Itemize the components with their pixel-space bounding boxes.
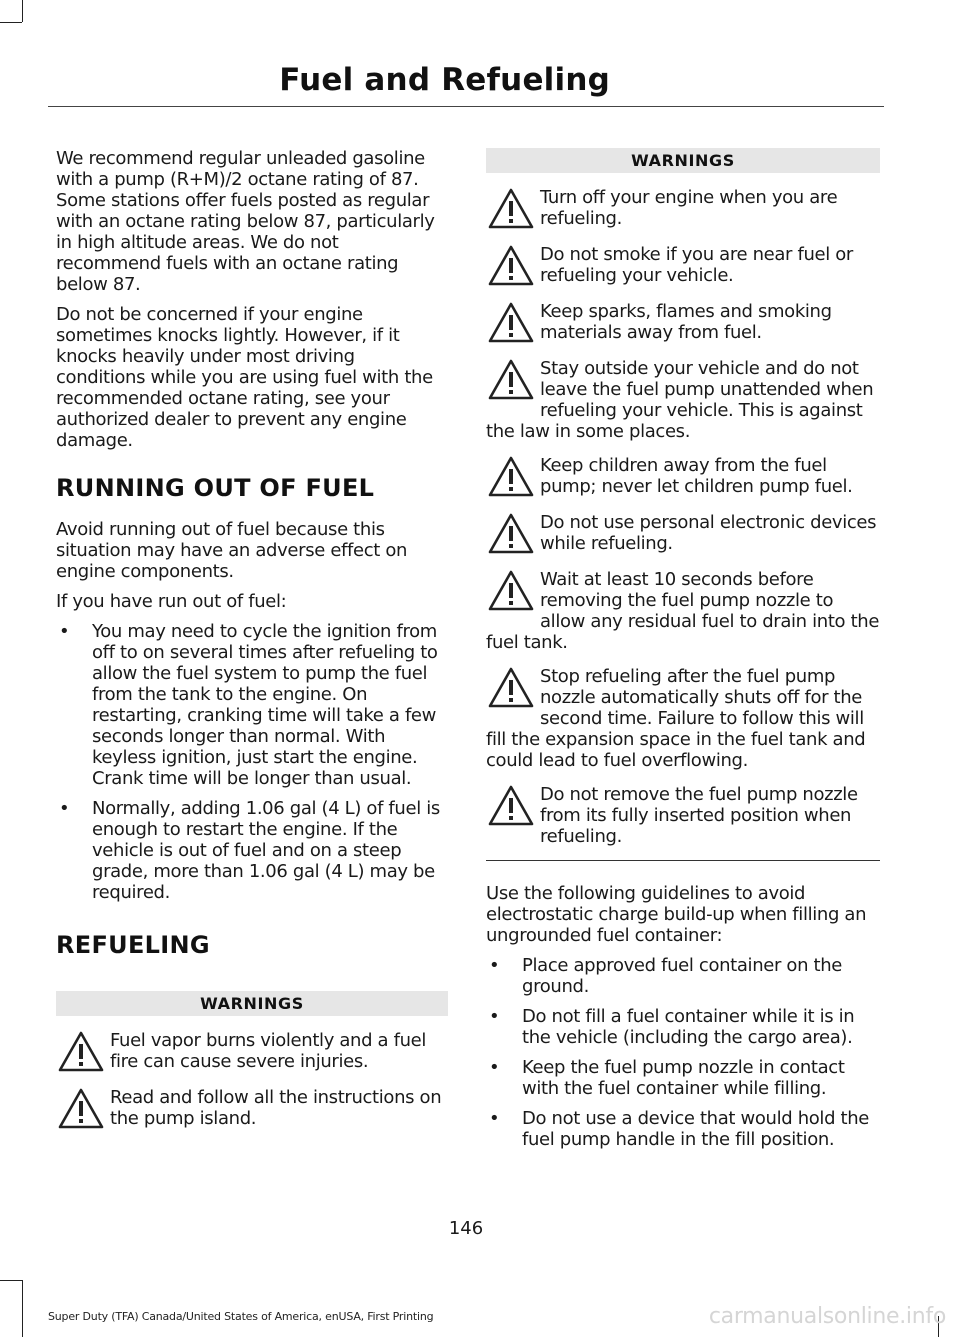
running-out-lead: If you have run out of fuel: xyxy=(56,591,287,612)
warning-item xyxy=(486,784,880,847)
warning-triangle-icon xyxy=(486,455,536,499)
warning-item xyxy=(486,358,880,442)
list-item xyxy=(56,621,448,789)
warning-triangle-icon xyxy=(486,244,536,288)
running-out-list xyxy=(56,621,448,903)
refueling-heading: REFUELING xyxy=(56,931,210,959)
header-divider xyxy=(48,106,884,107)
warning-text: Do not remove the fuel pump nozzle from its fully inserted position when refueling. xyxy=(540,784,858,847)
footer-text: Super Duty (TFA) Canada/United States of America, enUSA, First Printing xyxy=(48,1310,434,1323)
warning-text: Keep children away from the fuel pump; never let children pump fuel. xyxy=(540,455,853,497)
bullet-icon: • xyxy=(489,1006,500,1027)
right-column xyxy=(486,148,880,1159)
warning-triangle-icon xyxy=(486,784,536,828)
crop-mark xyxy=(22,1280,23,1337)
warning-triangle-icon xyxy=(56,1030,106,1074)
list-item-text: Do not use a device that would hold the fuel pump handle in the fill position. xyxy=(522,1108,870,1150)
bullet-icon: • xyxy=(59,621,70,642)
warning-text: Keep sparks, flames and smoking materials away from fuel. xyxy=(540,301,832,343)
bullet-icon: • xyxy=(489,1108,500,1129)
bullet-icon: • xyxy=(489,1057,500,1078)
list-item-text: You may need to cycle the ignition from off to on several times after refueling to allow the fuel system to pump the fuel from the tank to the engine. On restarting, cranking time will take a few seconds longer than normal. With keyless ignition, just start the engine. Crank time will be longer than usual. xyxy=(92,621,438,789)
warning-item xyxy=(486,455,880,499)
warning-triangle-icon xyxy=(486,301,536,345)
warning-text: Do not smoke if you are near fuel or refueling your vehicle. xyxy=(540,244,853,286)
warnings-end-divider xyxy=(486,860,880,861)
list-item-text: Do not fill a fuel container while it is in the vehicle (including the cargo area). xyxy=(522,1006,855,1048)
warning-text: Wait at least 10 seconds before removing the fuel pump nozzle to allow any residual fuel to drain into the fuel tank. xyxy=(486,569,880,653)
warning-text: Turn off your engine when you are refueling. xyxy=(540,187,838,229)
list-item xyxy=(486,1057,880,1099)
crop-mark xyxy=(0,1280,22,1281)
list-item xyxy=(56,798,448,903)
warning-triangle-icon xyxy=(486,187,536,231)
list-item xyxy=(486,1006,880,1048)
list-item-text: Place approved fuel container on the ground. xyxy=(522,955,842,997)
octane-paragraph: We recommend regular unleaded gasoline with a pump (R+M)/2 octane rating of 87. Some stations offer fuels posted as regular with an octane rating below 87, particularly in high altitude areas. We do not recommend fuels with an octane rating below 87. xyxy=(56,148,435,295)
guidelines-list xyxy=(486,955,880,1150)
warning-text: Stay outside your vehicle and do not leave the fuel pump unattended when refueling your vehicle. This is against the law in some places. xyxy=(486,358,874,442)
warning-text: Fuel vapor burns violently and a fuel fire can cause severe injuries. xyxy=(110,1030,427,1072)
watermark: carmanualsonline.info xyxy=(708,1304,946,1329)
crop-mark xyxy=(22,0,23,22)
warning-text: Do not use personal electronic devices while refueling. xyxy=(540,512,877,554)
warnings-box xyxy=(486,148,880,861)
list-item-text: Normally, adding 1.06 gal (4 L) of fuel is enough to restart the engine. If the vehicle is out of fuel and on a steep grade, more than 1.06 gal (4 L) may be required. xyxy=(92,798,440,903)
knock-paragraph: Do not be concerned if your engine sometimes knocks lightly. However, if it knocks heavily under most driving conditions while you are using fuel with the recommended octane rating, see your authorized dealer to prevent any engine damage. xyxy=(56,304,433,451)
page-title: Fuel and Refueling xyxy=(279,62,610,98)
crop-mark xyxy=(0,22,22,23)
warning-item xyxy=(486,666,880,771)
warning-item xyxy=(486,301,880,345)
running-out-heading: RUNNING OUT OF FUEL xyxy=(56,474,375,502)
warning-item xyxy=(486,569,880,653)
warning-text: Read and follow all the instructions on the pump island. xyxy=(110,1087,442,1129)
warning-item xyxy=(486,187,880,231)
warning-item xyxy=(486,244,880,288)
bullet-icon: • xyxy=(59,798,70,819)
left-column xyxy=(56,148,448,1144)
warning-triangle-icon xyxy=(486,569,536,613)
warnings-header: WARNINGS xyxy=(56,991,448,1016)
warnings-header: WARNINGS xyxy=(486,148,880,173)
list-item-text: Keep the fuel pump nozzle in contact with the fuel container while filling. xyxy=(522,1057,845,1099)
running-out-intro: Avoid running out of fuel because this situation may have an adverse effect on engine components. xyxy=(56,519,408,582)
warning-triangle-icon xyxy=(486,358,536,402)
guidelines-intro: Use the following guidelines to avoid electrostatic charge build-up when filling an ungrounded fuel container: xyxy=(486,883,867,946)
page-number: 146 xyxy=(448,1218,484,1239)
warning-item xyxy=(486,512,880,556)
warning-text: Stop refueling after the fuel pump nozzle automatically shuts off for the second time. Failure to follow this will fill the expansion space in the fuel tank and could lead to fuel overflowing. xyxy=(486,666,866,771)
list-item xyxy=(486,955,880,997)
warning-triangle-icon xyxy=(56,1087,106,1131)
warnings-box xyxy=(56,991,448,1131)
warning-item xyxy=(56,1087,448,1131)
warning-triangle-icon xyxy=(486,512,536,556)
bullet-icon: • xyxy=(489,955,500,976)
list-item xyxy=(486,1108,880,1150)
warning-item xyxy=(56,1030,448,1074)
warning-triangle-icon xyxy=(486,666,536,710)
